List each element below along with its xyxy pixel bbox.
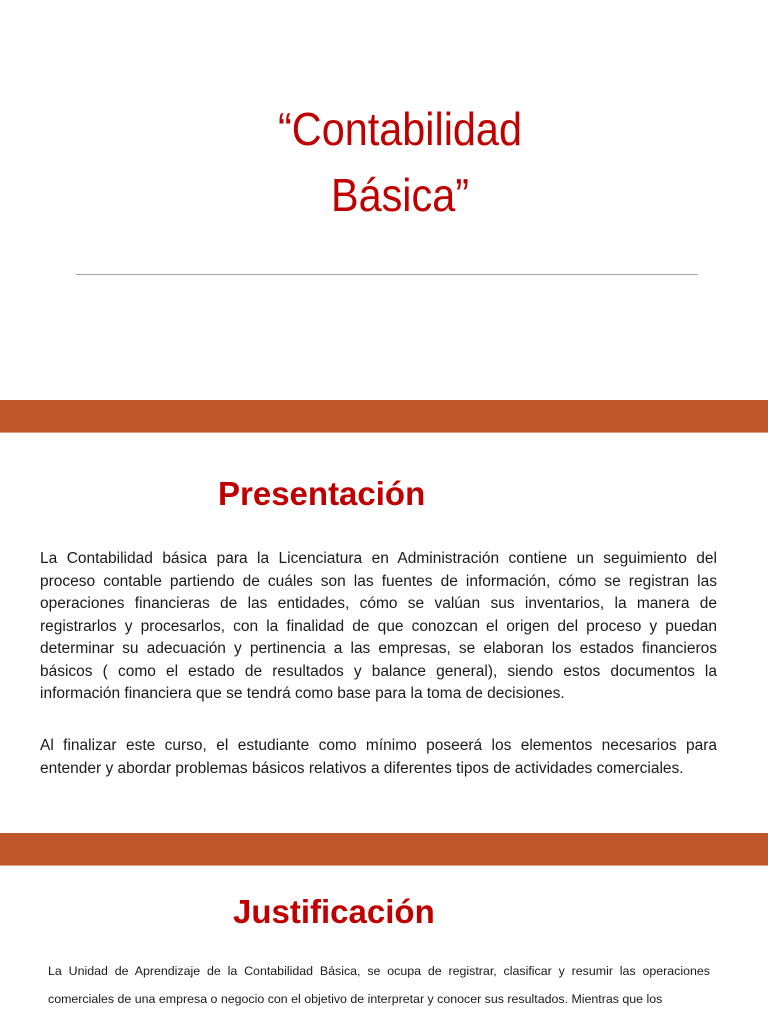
justificacion-paragraph-1: La Unidad de Aprendizaje de la Contabilidad Básica, se ocupa de registrar, clasificar y resumir las operaciones comerciales de una empresa o negocio con el objetivo de interpretar y conocer sus resultados. Mientras que los [48, 964, 710, 1006]
title-divider [76, 274, 698, 275]
slide-separator-edge [0, 432, 768, 433]
presentacion-paragraph-2: Al finalizar este curso, el estudiante como mínimo poseerá los elementos necesarios para entender y abordar problemas básicos relativos a diferentes tipos de actividades comerciales. [40, 737, 717, 777]
slide-title-line1: “Contabilidad [278, 103, 522, 155]
slide-separator-band [0, 400, 768, 432]
slide-title [40, 96, 760, 228]
justificacion-heading: Justificación [233, 893, 435, 930]
slide-separator-edge [0, 865, 768, 866]
slide-title-line2: Básica” [330, 169, 470, 221]
slide-separator-band [0, 833, 768, 865]
presentacion-heading: Presentación [218, 475, 426, 512]
presentacion-paragraph-1: La Contabilidad básica para la Licenciatura en Administración contiene un seguimiento del proceso contable partiendo de cuáles son las fuentes de información, cómo se registran las operaciones financieras de las entidades, cómo se valúan sus inventarios, la manera de registrarlos y procesarlos, con la finalidad de que conozcan el origen del proceso y puedan determinar su adecuación y pertinencia a las empresas, se elaboran los estados financieros básicos ( como el estado de resultados y balance general), siendo estos documentos la información financiera que se tendrá como base para la toma de decisiones. [40, 550, 717, 702]
